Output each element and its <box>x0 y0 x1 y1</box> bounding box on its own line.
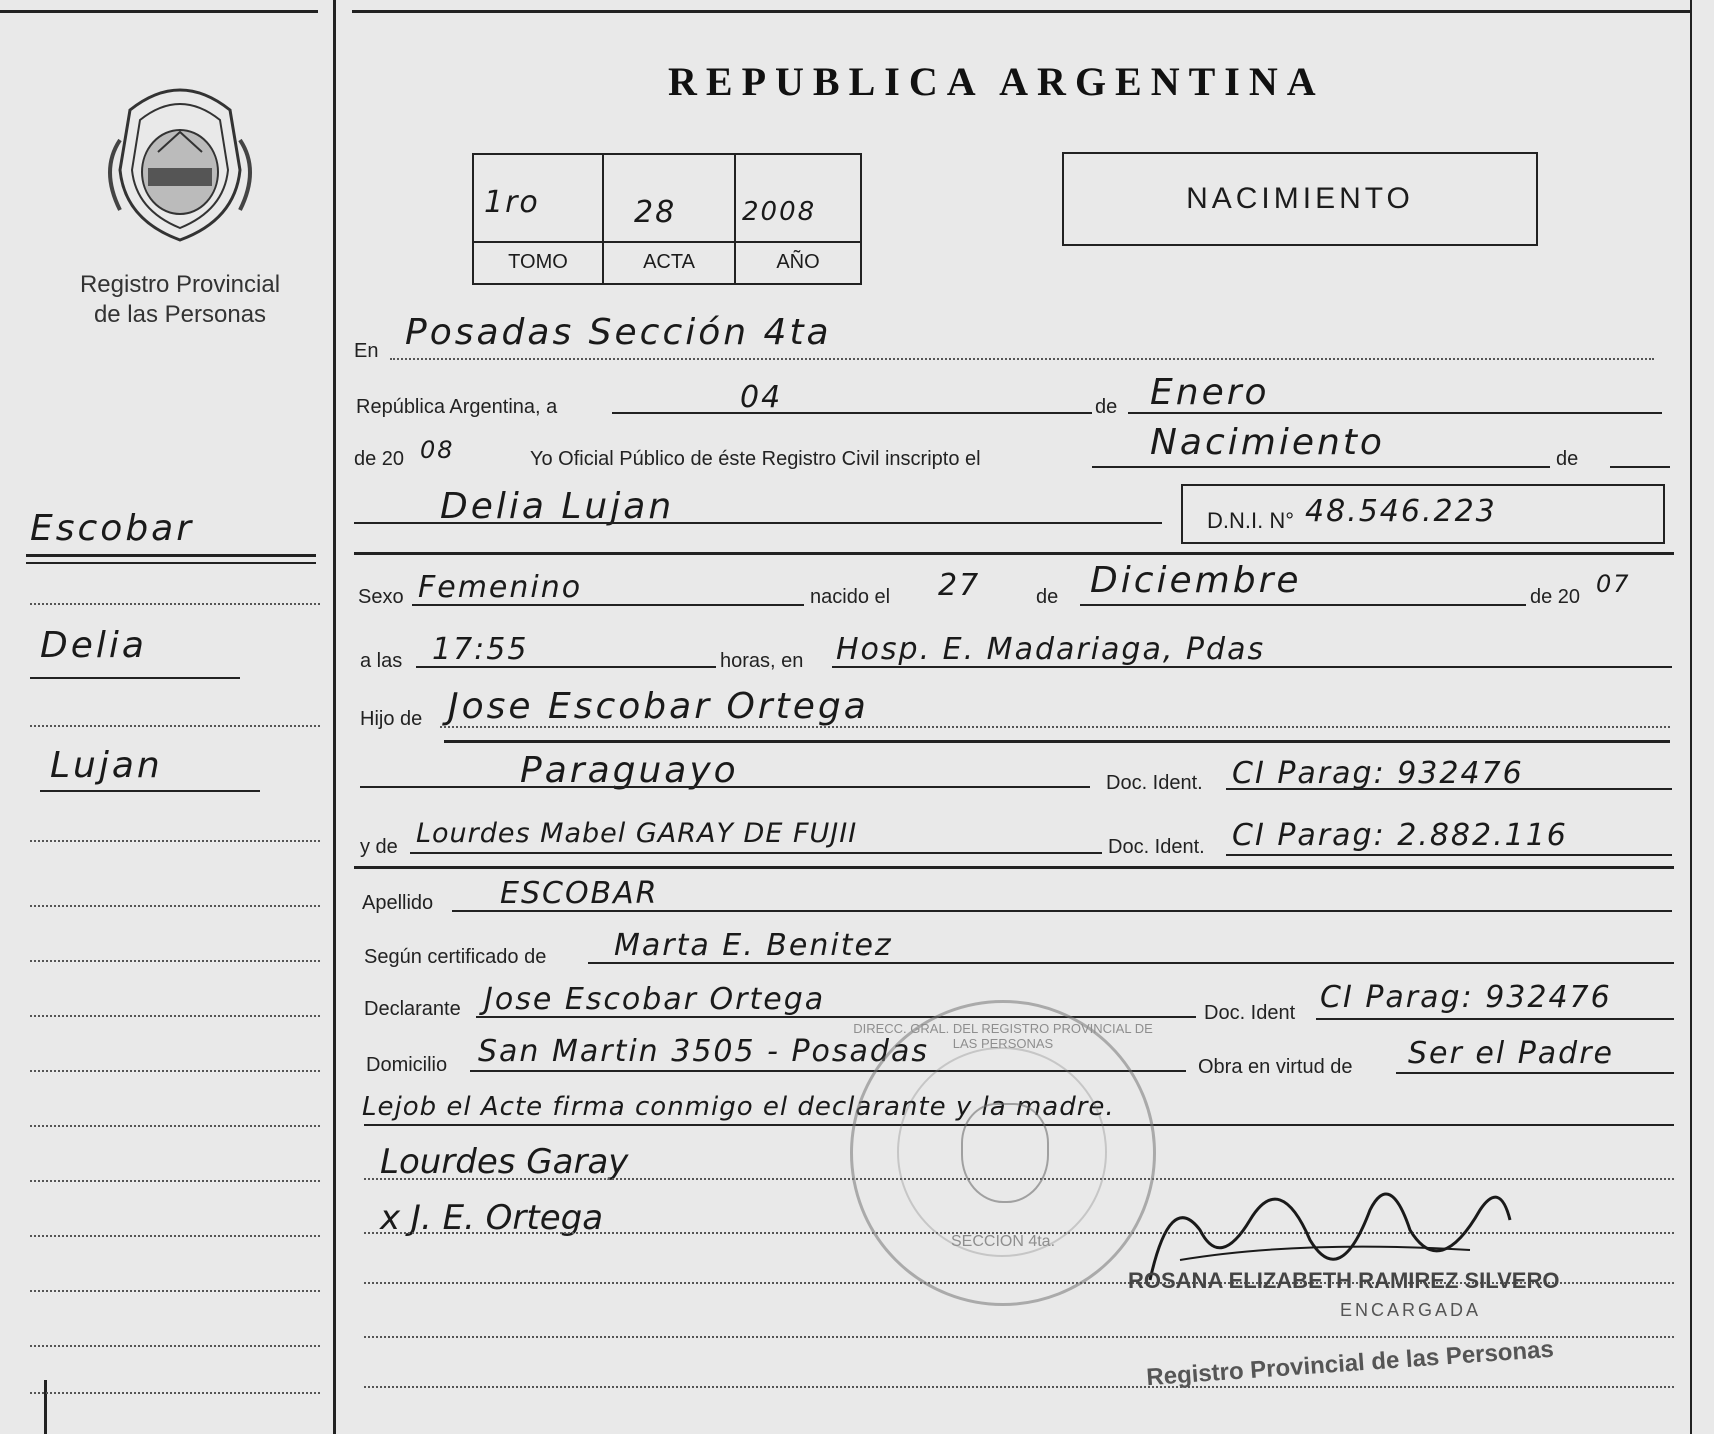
stamp-ring-text: DIRECC. GRAL. DEL REGISTRO PROVINCIAL DE LAS PERSONAS <box>853 1021 1153 1051</box>
sexo-line <box>412 604 804 606</box>
margin-dots-2 <box>30 725 320 727</box>
mother-value: Lourdes Mabel GARAY DE FUJII <box>416 818 858 849</box>
registry-line-1: Registro Provincial <box>79 271 281 298</box>
left-divider <box>333 0 336 1434</box>
month-value: Enero <box>1150 372 1270 413</box>
en-line <box>390 358 1654 360</box>
stamp-emblem-icon <box>961 1103 1049 1203</box>
place-line <box>832 666 1672 668</box>
declarante-line <box>476 1016 1196 1018</box>
nacido-label: nacido el <box>810 586 891 608</box>
top-main-rule <box>352 10 1692 13</box>
registry-line-2: de las Personas <box>93 301 267 328</box>
apellido-label: Apellido <box>362 892 434 914</box>
person-line <box>354 522 1162 524</box>
margin-dots-9 <box>30 1180 320 1182</box>
margin-dots-5 <box>30 960 320 962</box>
registry-name <box>40 270 320 330</box>
father-value: Jose Escobar Ortega <box>448 686 869 727</box>
margin-dots-11 <box>30 1290 320 1292</box>
month-line <box>1128 412 1662 414</box>
margin-dots-1 <box>30 603 320 605</box>
margin-dots-13 <box>30 1392 320 1394</box>
sexo-value: Femenino <box>418 570 583 605</box>
margin-name-2: Lujan <box>50 745 163 786</box>
hour-value: 17:55 <box>432 632 529 667</box>
document-title: REPUBLICA ARGENTINA <box>668 59 1325 104</box>
place-value: Hosp. E. Madariaga, Pdas <box>836 632 1266 667</box>
margin-dots-10 <box>30 1235 320 1237</box>
dni-box <box>1181 484 1665 544</box>
registry-numbers-box <box>472 153 862 285</box>
segun-value: Marta E. Benitez <box>614 928 893 963</box>
domicilio-value: San Martin 3505 - Posadas <box>478 1034 929 1069</box>
official-stamp <box>850 1000 1156 1306</box>
dni-value: 48.546.223 <box>1305 494 1497 529</box>
yde-label: y de <box>360 836 398 858</box>
margin-dots-6 <box>30 1015 320 1017</box>
mother-doc-line <box>1226 854 1672 856</box>
margin-dots-8 <box>30 1125 320 1127</box>
anio-value: 2008 <box>742 197 817 227</box>
domicilio-label: Domicilio <box>366 1054 448 1076</box>
declarante-value: Jose Escobar Ortega <box>484 982 826 1017</box>
horas-label: horas, en <box>720 650 804 672</box>
declarante-doc-line <box>1316 1018 1674 1020</box>
registrar-role: ENCARGADA <box>1340 1300 1482 1320</box>
section-rule-1 <box>354 552 1674 555</box>
father-signature: x J. E. Ortega <box>380 1198 604 1238</box>
event-value: Nacimiento <box>1150 422 1385 463</box>
stamp-inner-text: SECCION 4ta. <box>950 1233 1056 1250</box>
day-value: 04 <box>740 380 783 415</box>
de3-label: de <box>1036 586 1059 608</box>
note-value: Lejob el Acte firma conmigo el declarante y la madre. <box>362 1092 1115 1122</box>
doc3-label: Doc. Ident <box>1204 1002 1296 1024</box>
obra-value: Ser el Padre <box>1408 1036 1615 1071</box>
hour-line <box>416 666 716 668</box>
mother-signature: Lourdes Garay <box>380 1142 629 1182</box>
act-type-box <box>1062 152 1538 246</box>
segun-label: Según certificado de <box>364 946 547 968</box>
left-edge-mark <box>44 1380 47 1434</box>
republica-label: República Argentina, a <box>356 396 558 418</box>
birth-day-value: 27 <box>938 568 981 603</box>
birth-year-value: 07 <box>1596 570 1631 598</box>
section-rule-3 <box>354 866 1674 869</box>
dni-label: D.N.I. N° <box>1207 508 1295 533</box>
top-left-rule <box>0 10 318 13</box>
mother-doc-value: CI Parag: 2.882.116 <box>1232 818 1568 853</box>
de2-label: de <box>1556 448 1579 470</box>
margin-surname-rule <box>26 554 316 557</box>
de-label: de <box>1095 396 1118 418</box>
birth-year-prefix: de 20 <box>1530 586 1581 608</box>
margin-name-1: Delia <box>40 625 147 666</box>
segun-line <box>588 962 1674 964</box>
year-value: 08 <box>420 436 455 464</box>
doc2-label: Doc. Ident. <box>1108 836 1205 858</box>
registrar-office: Registro Provincial de las Personas <box>1145 1335 1555 1392</box>
apellido-value: ESCOBAR <box>500 876 659 911</box>
tomo-value: 1ro <box>484 185 540 220</box>
doc-label: Doc. Ident. <box>1106 772 1203 794</box>
father-doc-line <box>1226 788 1672 790</box>
declarante-label: Declarante <box>364 998 461 1020</box>
father-doc-value: CI Parag: 932476 <box>1232 756 1524 791</box>
declarante-doc-value: CI Parag: 932476 <box>1320 980 1612 1015</box>
tomo-label: TOMO <box>508 251 568 273</box>
box-divider <box>474 241 860 243</box>
alas-label: a las <box>360 650 403 672</box>
father-line <box>440 726 1670 728</box>
margin-surname-rule-2 <box>26 562 316 564</box>
hijo-label: Hijo de <box>360 708 423 730</box>
margin-dots-3 <box>30 840 320 842</box>
sexo-label: Sexo <box>358 586 404 608</box>
nationality-line <box>360 786 1090 788</box>
event-line <box>1092 466 1550 468</box>
right-border <box>1690 0 1692 1434</box>
birth-month-line <box>1080 604 1526 606</box>
mother-line <box>410 852 1102 854</box>
margin-name-1-rule <box>30 677 240 679</box>
margin-dots-4 <box>30 905 320 907</box>
person-value: Delia Lujan <box>440 486 675 527</box>
year-prefix: de 20 <box>354 448 405 470</box>
note-line-6 <box>364 1386 1674 1388</box>
acta-label: ACTA <box>643 251 695 273</box>
obra-line <box>1396 1072 1674 1074</box>
acta-value: 28 <box>634 195 677 230</box>
margin-name-2-rule <box>40 790 260 792</box>
section-rule-2 <box>444 740 1670 743</box>
registrar-name: ROSANA ELIZABETH RAMIREZ SILVERO <box>1128 1268 1560 1293</box>
margin-dots-12 <box>30 1345 320 1347</box>
act-type-label: NACIMIENTO <box>1186 182 1414 215</box>
oficial-text: Yo Oficial Público de éste Registro Civil inscripto el <box>530 448 981 470</box>
birth-month-value: Diciembre <box>1090 560 1302 601</box>
en-label: En <box>354 340 379 362</box>
father-nationality-value: Paraguayo <box>520 750 739 791</box>
day-line <box>612 412 1092 414</box>
note-line-5 <box>364 1336 1674 1338</box>
margin-surname: Escobar <box>30 508 195 549</box>
apellido-line <box>452 910 1672 912</box>
margin-dots-7 <box>30 1070 320 1072</box>
anio-label: AÑO <box>776 251 820 273</box>
provincial-seal-icon <box>100 80 260 250</box>
city-section-value: Posadas Sección 4ta <box>405 312 832 353</box>
de2-line <box>1610 466 1670 468</box>
obra-label: Obra en virtud de <box>1198 1056 1353 1078</box>
